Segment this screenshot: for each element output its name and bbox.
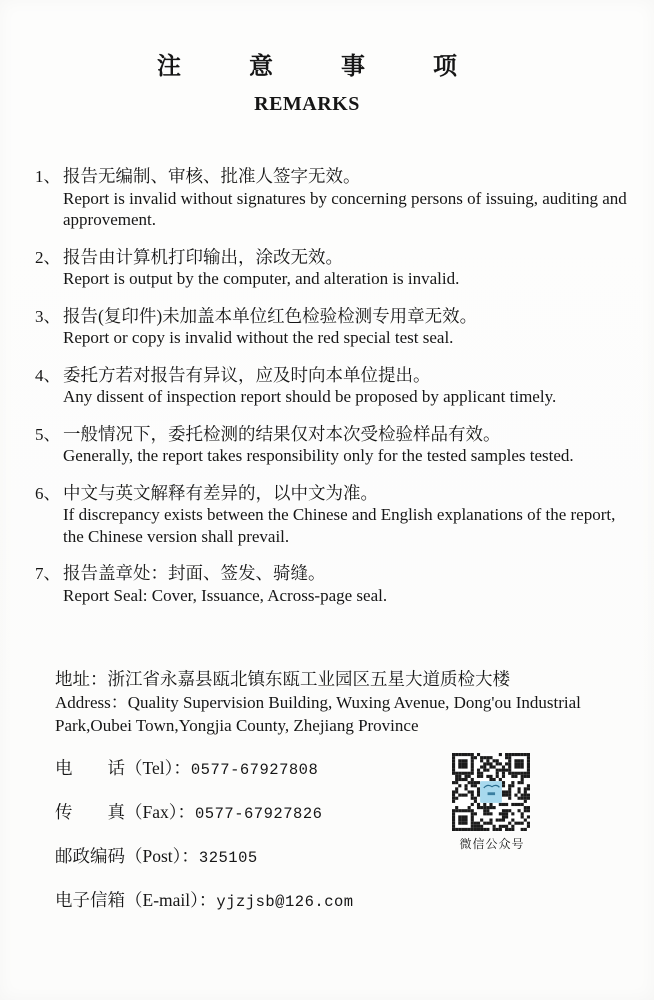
tel-label: 电 话（Tel）： [55,758,191,778]
contact-row-fax [55,801,630,825]
remarks-list [35,166,636,606]
remark-item-3 [35,306,636,349]
remark-number: 7、 [35,564,61,583]
tel-value: 0577-67927808 [190,761,319,779]
remark-number: 1、 [35,167,61,186]
remark-number: 3、 [35,306,61,326]
fax-label: 传 真（Fax）： [55,802,195,822]
remark-text-zh: 报告(复印件)未加盖本单位红色检验检测专用章无效。 [63,305,478,326]
contact-row-email [55,889,630,913]
remark-text-en: Report is invalid without signatures by concerning persons of issuing, auditing and approvement. [63,188,627,229]
remark-text-zh: 中文与英文解释有差异的，以中文为准。 [63,482,378,503]
fax-value: 0577-67927826 [195,805,323,823]
remark-item-1 [35,166,636,231]
remark-text-zh: 报告盖章处：封面、签发、骑缝。 [63,563,326,583]
remark-text-zh: 报告无编制、审核、批准人签字无效。 [63,166,361,186]
remark-item-4 [35,365,636,408]
page-header [0,52,614,116]
address-line-en: Address：Quality Supervision Building, Wuxing Avenue, Dong'ou Industrial Park,Oubei Town,Yongjia County, Zhejiang Province [55,693,581,735]
remark-item-6 [35,483,636,548]
remark-item-7 [35,563,636,606]
contact-row-post [55,845,630,869]
remark-number: 6、 [35,483,61,503]
post-label: 邮政编码（Post）： [55,846,199,866]
remark-number: 5、 [35,424,61,444]
remark-text-en: If discrepancy exists between the Chinese and English explanations of the report, the Chinese version shall prevail. [63,505,616,546]
remark-item-5 [35,424,636,467]
wechat-qr-block [452,753,532,852]
remark-text-en: Any dissent of inspection report should be proposed by applicant timely. [63,387,557,406]
remark-text-en: Report or copy is invalid without the red special test seal. [63,328,454,347]
email-label: 电子信箱（E-mail）： [55,890,217,910]
post-value: 325105 [198,849,258,867]
page-title-english: REMARKS [254,93,360,115]
remark-item-2 [35,247,636,290]
remark-text-zh: 一般情况下，委托检测的结果仅对本次受检验样品有效。 [63,423,501,444]
email-value: yjzjsb@126.com [216,893,354,911]
remark-text-en: Report Seal: Cover, Issuance, Across-page seal. [63,585,388,605]
remark-text-en: Report is output by the computer, and alteration is invalid. [63,269,460,288]
remark-text-zh: 委托方若对报告有异议，应及时向本单位提出。 [63,364,431,385]
remark-number: 2、 [35,247,61,267]
remark-number: 4、 [35,365,61,385]
page-title-chinese: 注 意 事 项 [157,54,479,80]
wechat-qr-code [452,753,530,831]
remark-text-zh: 报告由计算机打印输出，涂改无效。 [63,246,343,267]
contact-row-tel [55,757,630,781]
wechat-qr-caption: 微信公众号 [459,837,525,851]
contact-footer [55,668,630,913]
address-line-zh: 地址：浙江省永嘉县瓯北镇东瓯工业园区五星大道质检大楼 [55,669,510,689]
remark-text-en: Generally, the report takes responsibility only for the tested samples tested. [63,446,574,465]
